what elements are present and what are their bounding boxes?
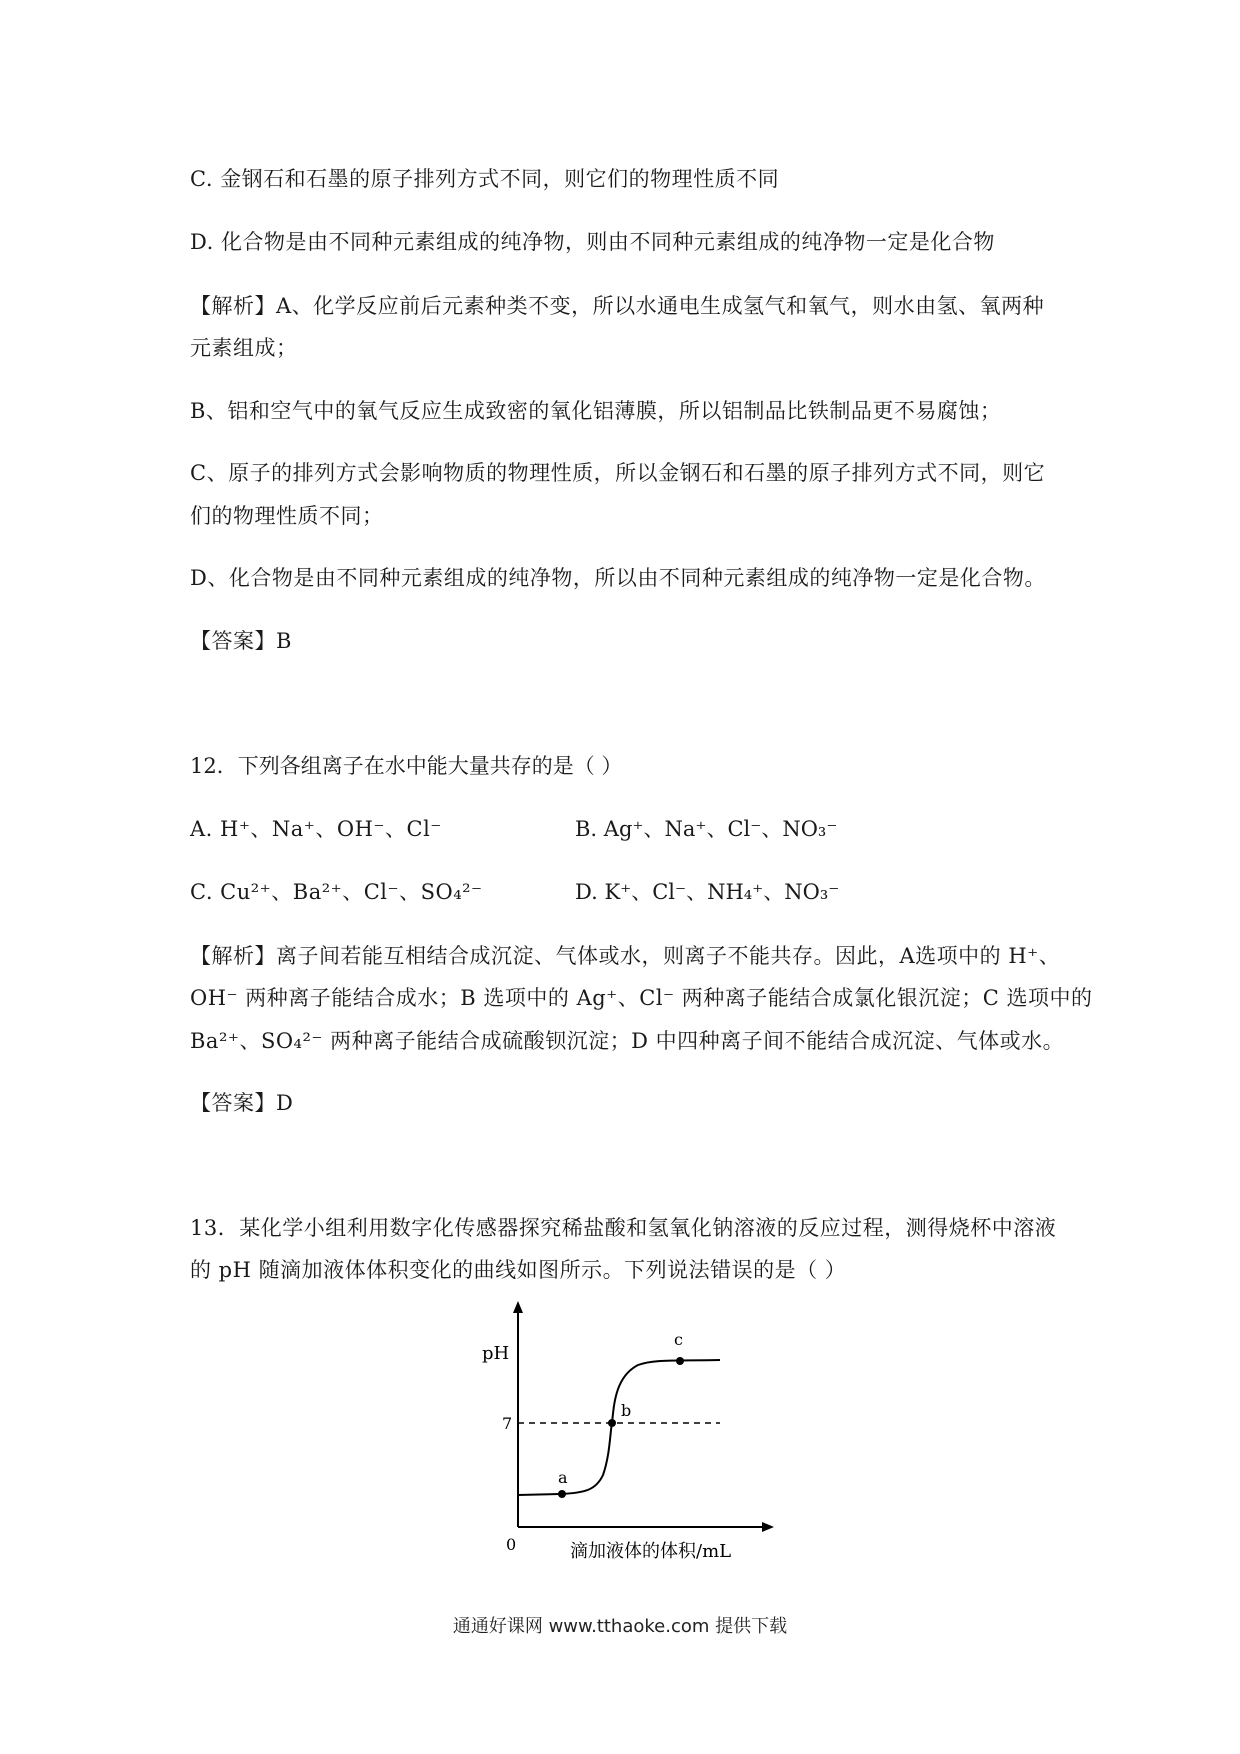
- point-a-label: a: [558, 1468, 568, 1487]
- q12-option-a: A. H⁺、Na⁺、OH⁻、Cl⁻: [190, 817, 442, 841]
- prev-analysis-b: B、铝和空气中的氧气反应生成致密的氧化铝薄膜，所以铝制品比铁制品更不易腐蚀；: [190, 399, 1002, 423]
- origin-label: 0: [506, 1535, 517, 1554]
- q12-answer: 【答案】D: [190, 1091, 294, 1115]
- page-footer: 通通好课网 www.tthaoke.com 提供下载: [452, 1616, 788, 1637]
- x-axis-arrow: [762, 1522, 774, 1532]
- point-b-label: b: [621, 1401, 632, 1420]
- y-axis-label: pH: [482, 1343, 510, 1364]
- prev-analysis-d: D、化合物是由不同种元素组成的纯净物，所以由不同种元素组成的纯净物一定是化合物。: [190, 566, 1046, 590]
- prev-analysis-c-line1: C、原子的排列方式会影响物质的物理性质，所以金钢石和石墨的原子排列方式不同，则它: [190, 461, 1046, 485]
- q12-analysis-line1: 【解析】离子间若能互相结合成沉淀、气体或水，则离子不能共存。因此，A选项中的 H⁺、: [190, 944, 1061, 968]
- q12-analysis-line3: Ba²⁺、SO₄²⁻ 两种离子能结合成硫酸钡沉淀；D 中四种离子间不能结合成沉淀、气体或水。: [190, 1029, 1065, 1053]
- y-axis-arrow: [513, 1301, 523, 1313]
- q12-option-c: C. Cu²⁺、Ba²⁺、Cl⁻、SO₄²⁻: [190, 880, 483, 904]
- x-axis-label: 滴加液体的体积/mL: [570, 1541, 732, 1562]
- point-c-label: c: [674, 1330, 683, 1349]
- point-b: [608, 1419, 616, 1427]
- prev-answer: 【答案】B: [190, 629, 292, 653]
- q12-title: 12．下列各组离子在水中能大量共存的是（ ）: [190, 754, 623, 778]
- point-a: [558, 1490, 566, 1498]
- prev-option-c: C. 金钢石和石墨的原子排列方式不同，则它们的物理性质不同: [190, 167, 780, 191]
- prev-analysis-line1: 【解析】A、化学反应前后元素种类不变，所以水通电生成氢气和氧气，则水由氢、氧两种: [190, 294, 1045, 318]
- q13-title-line2: 的 pH 随滴加液体体积变化的曲线如图所示。下列说法错误的是（ ）: [190, 1258, 847, 1282]
- q12-option-d: D. K⁺、Cl⁻、NH₄⁺、NO₃⁻: [575, 880, 840, 904]
- ph-curve-figure: [470, 1295, 790, 1565]
- point-c: [676, 1357, 684, 1365]
- q12-option-b: B. Ag⁺、Na⁺、Cl⁻、NO₃⁻: [575, 817, 838, 841]
- q13-title-line1: 13．某化学小组利用数字化传感器探究稀盐酸和氢氧化钠溶液的反应过程，测得烧杯中溶液: [190, 1216, 1057, 1240]
- prev-analysis-line2: 元素组成；: [190, 336, 298, 360]
- ref-line-label: 7: [502, 1414, 513, 1433]
- prev-option-d: D. 化合物是由不同种元素组成的纯净物，则由不同种元素组成的纯净物一定是化合物: [190, 230, 995, 254]
- q12-analysis-line2: OH⁻ 两种离子能结合成水；B 选项中的 Ag⁺、Cl⁻ 两种离子能结合成氯化银沉淀；C 选项中的: [190, 986, 1093, 1010]
- ph-chart-svg: [470, 1295, 790, 1565]
- ph-curve: [518, 1360, 720, 1495]
- prev-analysis-c-line2: 们的物理性质不同；: [190, 504, 384, 528]
